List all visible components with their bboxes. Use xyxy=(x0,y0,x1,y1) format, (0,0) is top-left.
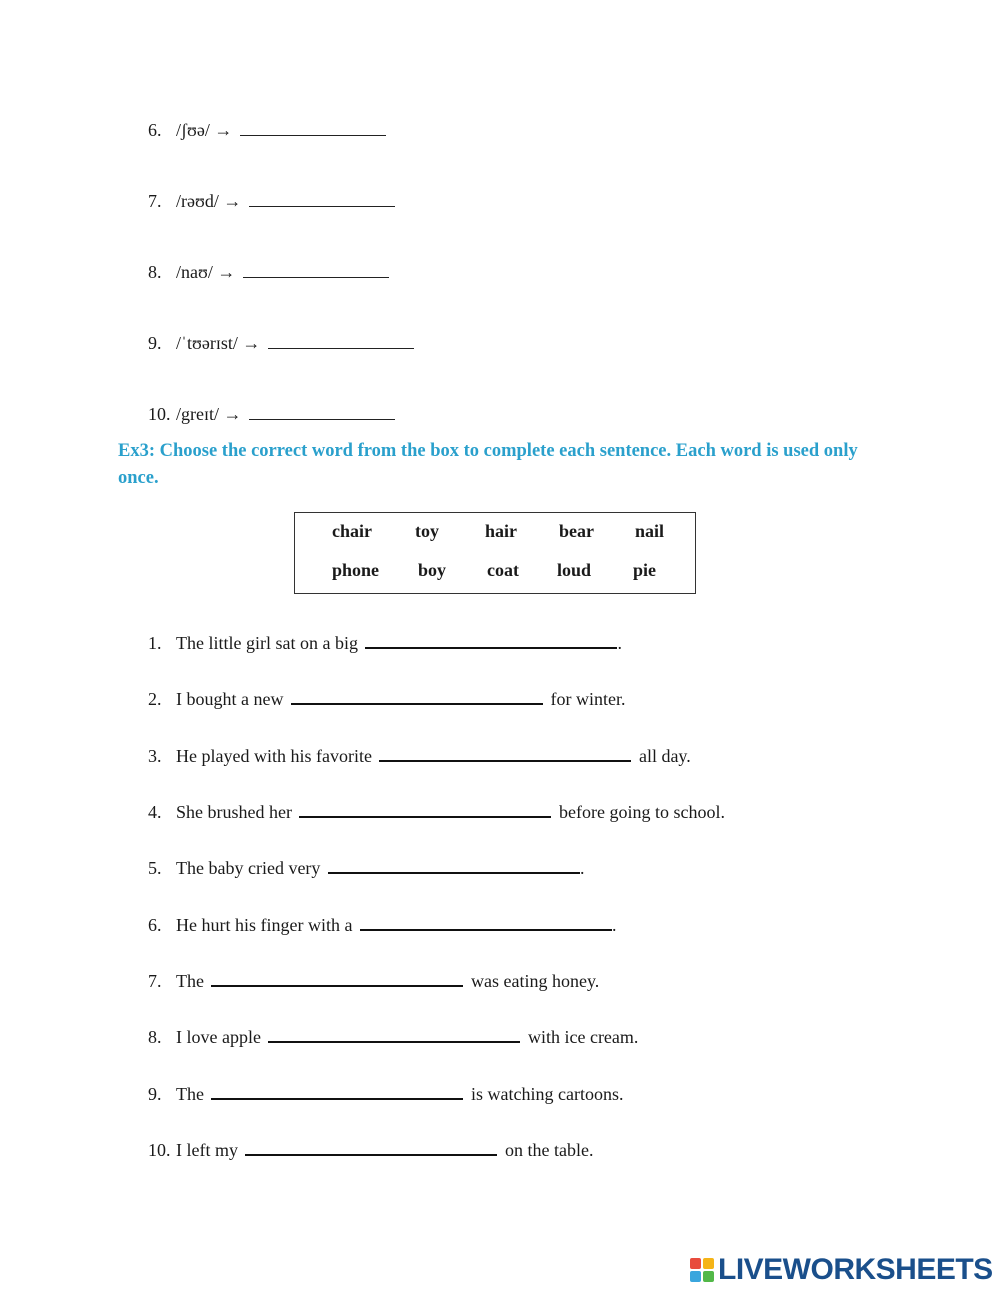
answer-blank[interactable] xyxy=(299,801,551,818)
phonetic: /ʃʊə/ → xyxy=(176,120,233,140)
sentence-end: all day. xyxy=(638,746,691,766)
logo-mark-icon xyxy=(690,1258,714,1282)
ex3-sentence xyxy=(148,801,725,823)
word-hair: hair xyxy=(485,521,518,541)
item-number: 8. xyxy=(148,1027,162,1047)
word-coat: coat xyxy=(487,560,519,580)
word-phone: phone xyxy=(332,560,380,580)
answer-blank[interactable] xyxy=(211,970,463,987)
answer-blank[interactable] xyxy=(243,262,389,278)
logo-tile xyxy=(690,1271,701,1282)
answer-blank[interactable] xyxy=(328,857,580,874)
answer-blank[interactable] xyxy=(365,632,617,649)
sentence-start: The little girl sat on a big xyxy=(176,633,358,653)
phonetic: /greɪt/ → xyxy=(176,404,242,424)
logo-tile xyxy=(703,1258,714,1269)
answer-blank[interactable] xyxy=(240,120,386,136)
item-number: 5. xyxy=(148,858,162,878)
ex3-sentence xyxy=(148,1139,593,1161)
sentence-end: for winter. xyxy=(550,689,626,709)
phonetic: /ˈtʊərɪst/ → xyxy=(176,333,261,353)
answer-blank[interactable] xyxy=(249,404,395,420)
word-pie: pie xyxy=(633,560,657,580)
logo-text: LIVEWORKSHEETS xyxy=(718,1253,993,1286)
liveworksheets-logo xyxy=(690,1253,993,1287)
ex2-item xyxy=(148,332,414,354)
word-loud: loud xyxy=(557,560,592,580)
phonetic: /rəʊd/ → xyxy=(176,191,242,211)
item-number: 8. xyxy=(148,262,162,282)
ex3-sentence xyxy=(148,1083,623,1105)
answer-blank[interactable] xyxy=(268,333,414,349)
sentence-start: I love apple xyxy=(176,1027,261,1047)
sentence-end: with ice cream. xyxy=(527,1027,639,1047)
word-box xyxy=(294,512,696,594)
item-number: 7. xyxy=(148,971,162,991)
sentence-end: . xyxy=(617,633,622,653)
ex3-sentence xyxy=(148,1026,638,1048)
sentence-end: . xyxy=(579,858,585,878)
sentence-start: The xyxy=(176,971,204,991)
item-number: 3. xyxy=(148,746,162,766)
sentence-start: She brushed her xyxy=(176,802,292,822)
ex2-item xyxy=(148,119,386,141)
item-number: 2. xyxy=(148,689,162,709)
phonetic: /naʊ/ → xyxy=(176,262,236,282)
item-number: 6. xyxy=(148,915,162,935)
ex3-heading: Ex3: Choose the correct word from the box to complete each sentence. Each word is used only once. xyxy=(118,441,858,488)
sentence-end: on the table. xyxy=(504,1140,594,1160)
sentence-start: The baby cried very xyxy=(176,858,321,878)
item-number: 4. xyxy=(148,802,162,822)
answer-blank[interactable] xyxy=(245,1139,497,1156)
sentence-start: He hurt his finger with a xyxy=(176,915,353,935)
ex3-sentence xyxy=(148,688,625,710)
word-bear: bear xyxy=(559,521,594,541)
ex3-sentence xyxy=(148,745,691,767)
logo-tile xyxy=(690,1258,701,1269)
word-chair: chair xyxy=(332,521,372,541)
item-number: 1. xyxy=(148,633,162,653)
answer-blank[interactable] xyxy=(211,1083,463,1100)
sentence-start: I bought a new xyxy=(176,689,284,709)
ex3-sentence xyxy=(148,857,584,879)
ex3-sentence xyxy=(148,970,599,992)
item-number: 10. xyxy=(148,404,171,424)
item-number: 9. xyxy=(148,333,162,353)
answer-blank[interactable] xyxy=(249,191,395,207)
answer-blank[interactable] xyxy=(360,914,612,931)
ex3-sentence xyxy=(148,632,622,654)
ex2-item xyxy=(148,261,389,283)
item-number: 10. xyxy=(148,1140,171,1160)
sentence-end: before going to school. xyxy=(558,802,725,822)
word-toy: toy xyxy=(415,521,439,541)
sentence-end: is watching cartoons. xyxy=(470,1084,624,1104)
word-boy: boy xyxy=(418,560,447,580)
sentence-start: I left my xyxy=(176,1140,238,1160)
sentence-end: . xyxy=(611,915,617,935)
ex2-item xyxy=(148,403,395,425)
item-number: 7. xyxy=(148,191,162,211)
item-number: 6. xyxy=(148,120,162,140)
logo-tile xyxy=(703,1271,714,1282)
answer-blank[interactable] xyxy=(291,688,543,705)
answer-blank[interactable] xyxy=(379,745,631,762)
sentence-end: was eating honey. xyxy=(470,971,600,991)
sentence-start: The xyxy=(176,1084,204,1104)
word-nail: nail xyxy=(635,521,665,541)
item-number: 9. xyxy=(148,1084,162,1104)
sentence-start: He played with his favorite xyxy=(176,746,372,766)
answer-blank[interactable] xyxy=(268,1026,520,1043)
ex3-sentence xyxy=(148,914,616,936)
ex2-item xyxy=(148,190,395,212)
